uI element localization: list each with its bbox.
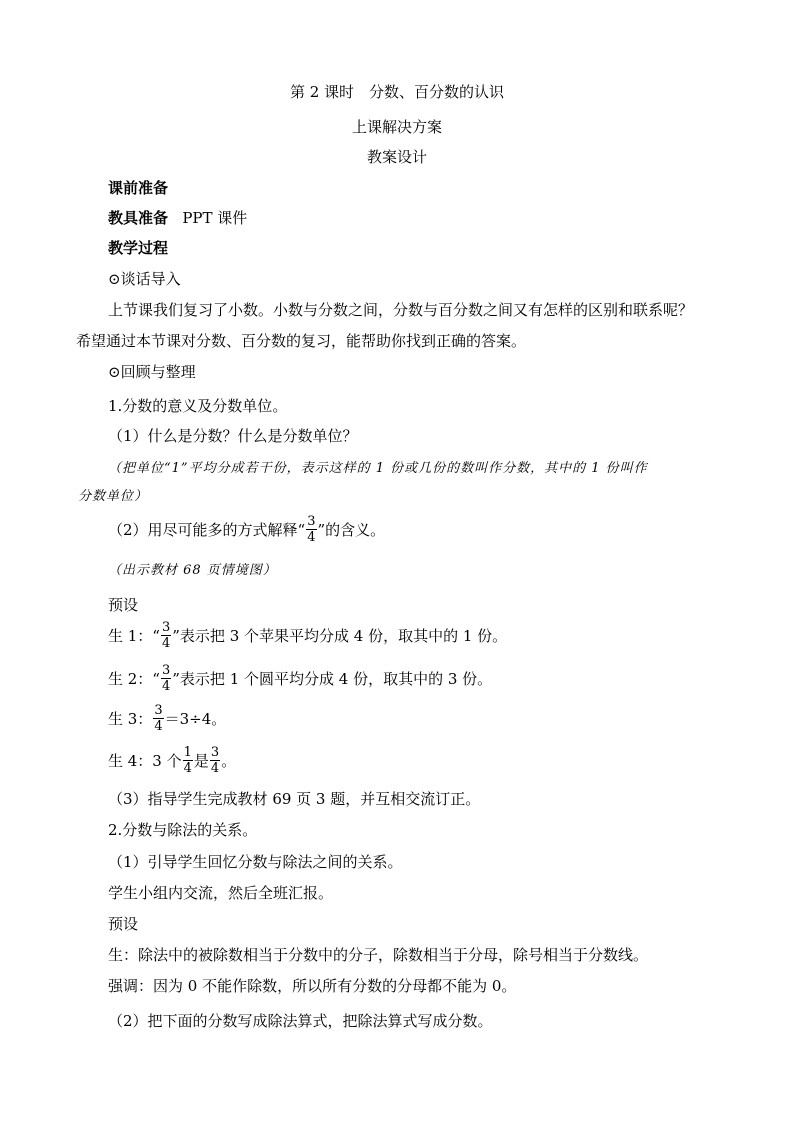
process-heading: 教学过程: [108, 239, 169, 257]
student-1: 生 1：“ $\frac{3}{4}$ ”表示把 3 个苹果平均分成 4 份，取其中的 1 份。: [108, 620, 508, 651]
item-1: 1.分数的意义及分数单位。: [108, 397, 288, 415]
student-3: 生 3： $\frac{3}{4}$ ＝3÷4。: [108, 703, 227, 734]
question-2-1: （1）引导学生回忆分数与除法之间的关系。: [108, 853, 403, 871]
intro-paragraph-1: 上节课我们复习了小数。小数与分数之间，分数与百分数之间又有怎样的区别和联系呢？: [108, 301, 694, 319]
tools-line: [108, 208, 247, 228]
section-title: 教案设计: [366, 148, 427, 166]
fraction-3-4: $\frac{3}{4}$: [161, 620, 171, 651]
lesson-title: 第 2 课时 分数、百分数的认识: [289, 83, 505, 101]
fraction-1-4: $\frac{1}{4}$: [183, 745, 192, 776]
preset-label-2: 预设: [108, 915, 139, 933]
question-2-prefix: （2）用尽可能多的方式解释“: [108, 520, 306, 539]
intro-heading: ⊙谈话导入: [108, 270, 181, 288]
tools-value: PPT 课件: [182, 209, 248, 227]
question-2-2: （2）把下面的分数写成除法算式，把除法算式写成分数。: [108, 1012, 493, 1030]
question-1: （1）什么是分数？什么是分数单位？: [108, 427, 358, 445]
preset-label-1: 预设: [108, 596, 139, 614]
prep-heading: 课前准备: [108, 179, 169, 197]
question-3: （3）指导学生完成教材 69 页 3 题，并互相交流订正。: [108, 790, 481, 808]
review-heading: ⊙回顾与整理: [108, 363, 196, 381]
note-1b: 分数单位）: [78, 489, 149, 504]
question-2-suffix: ”的含义。: [317, 520, 386, 539]
student-2: 生 2：“ $\frac{3}{4}$ ”表示把 1 个圆平均分成 4 份，取其中的 3 份。: [108, 663, 493, 694]
tools-label: 教具准备: [108, 209, 169, 227]
group-discussion: 学生小组内交流，然后全班汇报。: [108, 884, 334, 902]
emphasis: 强调：因为 0 不能作除数，所以所有分数的分母都不能为 0。: [108, 977, 517, 995]
note-2: （出示教材 68 页情境图）: [108, 563, 277, 578]
fraction-3-4: $\frac{3}{4}$: [307, 514, 316, 545]
intro-paragraph-2: 希望通过本节课对分数、百分数的复习，能帮助你找到正确的答案。: [76, 332, 527, 350]
student-division: 生：除法中的被除数相当于分数中的分子，除数相当于分母，除号相当于分数线。: [108, 946, 649, 964]
fraction-3-4: $\frac{3}{4}$: [210, 745, 220, 776]
note-1a: （把单位“1”平均分成若干份，表示这样的 1 份或几份的数叫作分数，其中的 1 份叫作: [108, 461, 648, 476]
item-2: 2.分数与除法的关系。: [108, 821, 258, 839]
student-4: 生 4：3 个 $\frac{1}{4}$ 是 $\frac{3}{4}$ 。: [108, 745, 237, 776]
page-subtitle: 上课解决方案: [351, 118, 442, 136]
question-2: [108, 514, 385, 545]
fraction-3-4: $\frac{3}{4}$: [154, 703, 163, 734]
fraction-3-4: $\frac{3}{4}$: [161, 663, 171, 694]
